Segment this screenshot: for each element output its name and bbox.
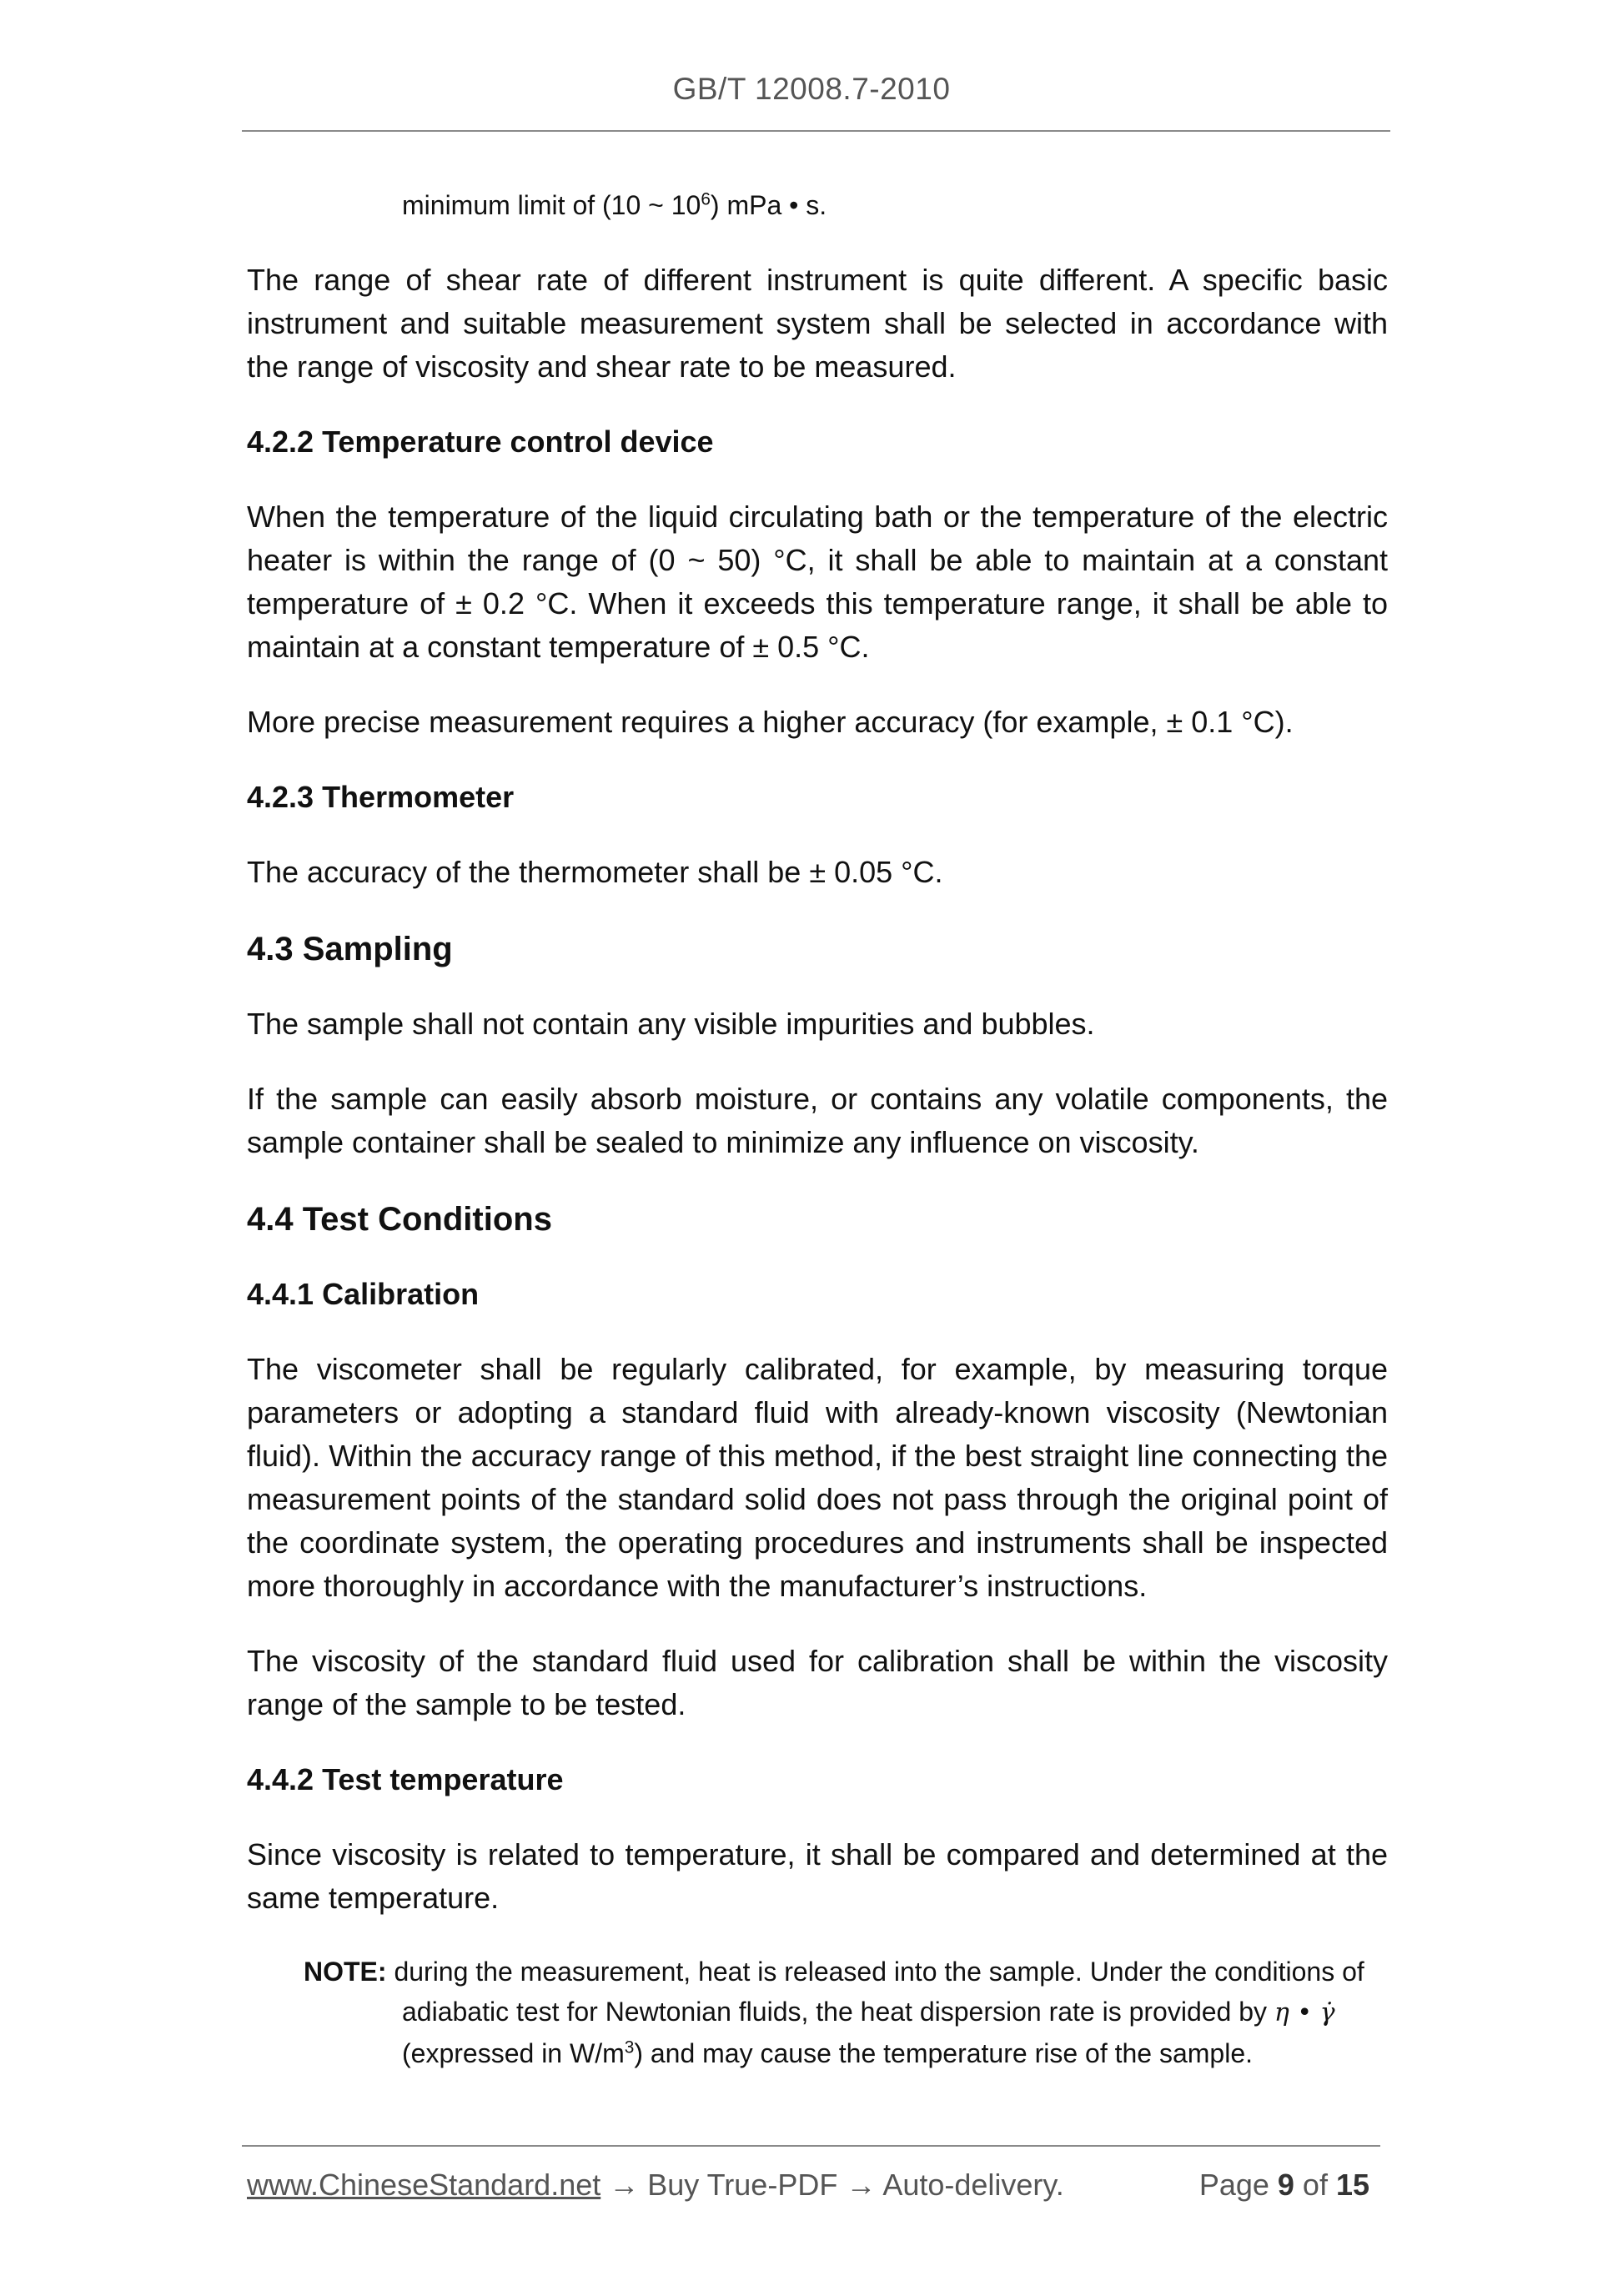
header-divider (242, 130, 1390, 132)
note-first-line (304, 1952, 1388, 1992)
paragraph-sample-moisture: If the sample can easily absorb moisture, or contains any volatile components, the sample container shall be sealed to minimize any influence on viscosity. (247, 1082, 1388, 1159)
heading-4-4-2: 4.4.2 Test temperature (247, 1762, 564, 1796)
paragraph-temperature-control: When the temperature of the liquid circulating bath or the temperature of the electric heater is within the range of (0 ~ 50) °C, it shall be able to maintain at a constant temperature of ± 0.2 °C. When it exceeds this temperature range, it shall be able to maintain at a constant temperature of ± 0.5 °C. (247, 500, 1388, 664)
current-page: 9 (1277, 2168, 1294, 2202)
heading-4-2-2: 4.2.2 Temperature control device (247, 425, 714, 459)
heading-4-4: 4.4 Test Conditions (247, 1201, 552, 1238)
continued-line-sup: 6 (701, 189, 711, 209)
note-line-3-pre: (expressed in W/m (402, 2038, 625, 2068)
continued-line-post: ) mPa • s. (710, 190, 827, 220)
heading-4-4-1: 4.4.1 Calibration (247, 1277, 480, 1311)
note-label: NOTE: (304, 1957, 387, 1987)
page-content (247, 183, 1388, 2073)
note-line-3-post: ) and may cause the temperature rise of the sample. (634, 2038, 1254, 2068)
header-doc-id: GB/T 12008.7-2010 (672, 72, 951, 106)
paragraph-calibration: The viscometer shall be regularly calibrated, for example, by measuring torque parameters or adopting a standard fluid with already-known viscosity (Newtonian fluid). Within the accuracy range of this method, if the best straight line connecting the measurement points of the standard solid does not pass through the original point of the coordinate system, the operating procedures and instruments shall be inspected more thoroughly in accordance with the manufacturer’s instructions. (247, 1352, 1388, 1603)
note-line-1: during the measurement, heat is released into the sample. Under the conditions of (386, 1957, 1364, 1987)
footer-promo: → Buy True-PDF → Auto-delivery. (600, 2168, 1064, 2202)
continued-line (402, 183, 1388, 227)
site-link[interactable]: www.ChineseStandard.net (247, 2168, 601, 2202)
continued-line-pre: minimum limit of (10 ~ 10 (402, 190, 701, 220)
heading-4-2-3: 4.2.3 Thermometer (247, 780, 515, 814)
paragraph-shear-rate: The range of shear rate of different instrument is quite different. A specific basic instrument and suitable measurement system shall be selected in accordance with the range of viscosity and shear rate to be measured. (247, 263, 1388, 384)
paragraph-test-temperature: Since viscosity is related to temperature, it shall be compared and determined at the same temperature. (247, 1837, 1388, 1915)
of-word: of (1294, 2168, 1336, 2202)
page-word: Page (1198, 2168, 1278, 2202)
note-line-2-wrap (402, 1992, 1388, 2033)
paragraph-calibration-range: The viscosity of the standard fluid used for calibration shall be within the viscosity range of the sample to be tested. (247, 1644, 1388, 1721)
heat-formula: η • γ̇ (1274, 1998, 1335, 2027)
paragraph-sample-impurities: The sample shall not contain any visible impurities and bubbles. (247, 1007, 1095, 1041)
note-line-3-wrap (402, 2033, 1388, 2073)
footer-divider (242, 2145, 1380, 2147)
page-footer (247, 2163, 1381, 2207)
note-line-3-sup: 3 (624, 2037, 635, 2057)
note-block (304, 1952, 1388, 2073)
paragraph-precise-measurement: More precise measurement requires a higher accuracy (for example, ± 0.1 °C). (247, 705, 1294, 739)
total-pages: 15 (1335, 2168, 1369, 2202)
page-number (1199, 2163, 1369, 2207)
paragraph-thermometer: The accuracy of the thermometer shall be ± 0.05 °C. (247, 855, 943, 889)
heading-4-3: 4.3 Sampling (247, 931, 453, 967)
note-line-2: adiabatic test for Newtonian fluids, the heat dispersion rate is provided by (402, 1997, 1274, 2027)
